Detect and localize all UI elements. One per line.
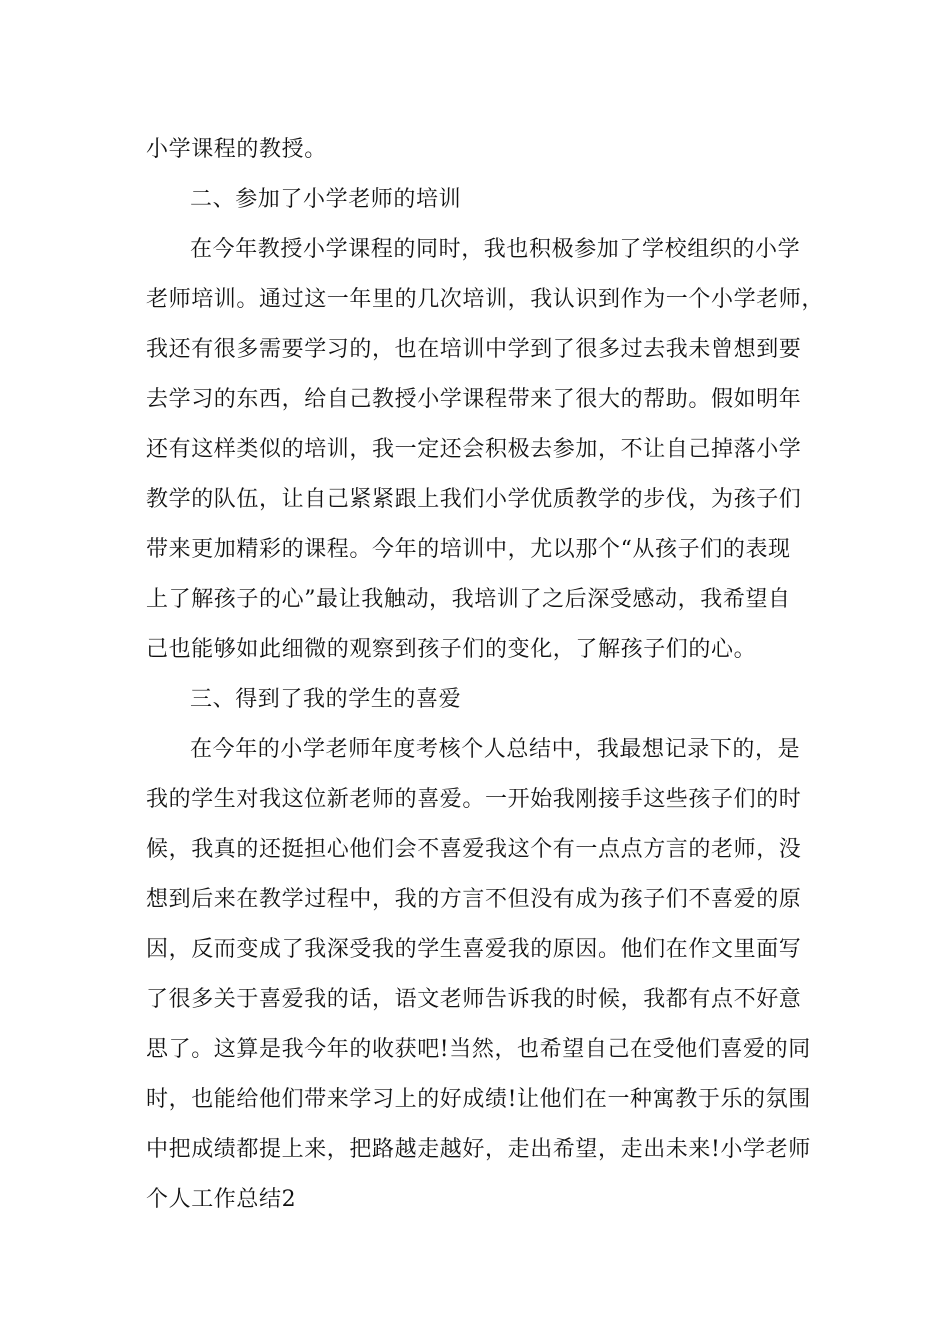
paragraph-line: 我的学生对我这位新老师的喜爱。一开始我刚接手这些孩子们的时: [146, 787, 802, 812]
paragraph-line: 带来更加精彩的课程。今年的培训中，尤以那个“从孩子们的表现: [146, 537, 791, 562]
paragraph-line: 了很多关于喜爱我的话，语文老师告诉我的时候，我都有点不好意: [146, 987, 802, 1012]
paragraph-line: 还有这样类似的培训，我一定还会积极去参加，不让自己掉落小学: [146, 437, 802, 462]
paragraph-line: 在今年教授小学课程的同时，我也积极参加了学校组织的小学: [190, 237, 801, 262]
paragraph-line: 个人工作总结2: [146, 1187, 297, 1212]
paragraph-line: 候，我真的还挺担心他们会不喜爱我这个有一点点方言的老师，没: [146, 837, 802, 862]
paragraph-line: 上了解孩子的心”最让我触动，我培训了之后深受感动，我希望自: [146, 587, 791, 612]
paragraph-line: 思了。这算是我今年的收获吧!当然，也希望自己在受他们喜爱的同: [146, 1037, 811, 1062]
paragraph-line: 在今年的小学老师年度考核个人总结中，我最想记录下的，是: [190, 737, 801, 762]
section-heading: 二、参加了小学老师的培训: [190, 187, 462, 212]
paragraph-line: 我还有很多需要学习的，也在培训中学到了很多过去我未曾想到要: [146, 337, 802, 362]
paragraph-line: 去学习的东西，给自己教授小学课程带来了很大的帮助。假如明年: [146, 387, 802, 412]
paragraph-line: 小学课程的教授。: [146, 137, 327, 162]
paragraph-line: 己也能够如此细微的观察到孩子们的变化，了解孩子们的心。: [146, 637, 757, 662]
paragraph-line: 因，反而变成了我深受我的学生喜爱我的原因。他们在作文里面写: [146, 937, 802, 962]
section-heading: 三、得到了我的学生的喜爱: [190, 687, 462, 712]
paragraph-line: 想到后来在教学过程中，我的方言不但没有成为孩子们不喜爱的原: [146, 887, 802, 912]
paragraph-line: 老师培训。通过这一年里的几次培训，我认识到作为一个小学老师，: [146, 287, 825, 312]
paragraph-line: 教学的队伍，让自己紧紧跟上我们小学优质教学的步伐，为孩子们: [146, 487, 802, 512]
paragraph-line: 中把成绩都提上来，把路越走越好，走出希望，走出未来!小学老师: [146, 1137, 811, 1162]
paragraph-line: 时，也能给他们带来学习上的好成绩!让他们在一种寓教于乐的氛围: [146, 1087, 811, 1112]
